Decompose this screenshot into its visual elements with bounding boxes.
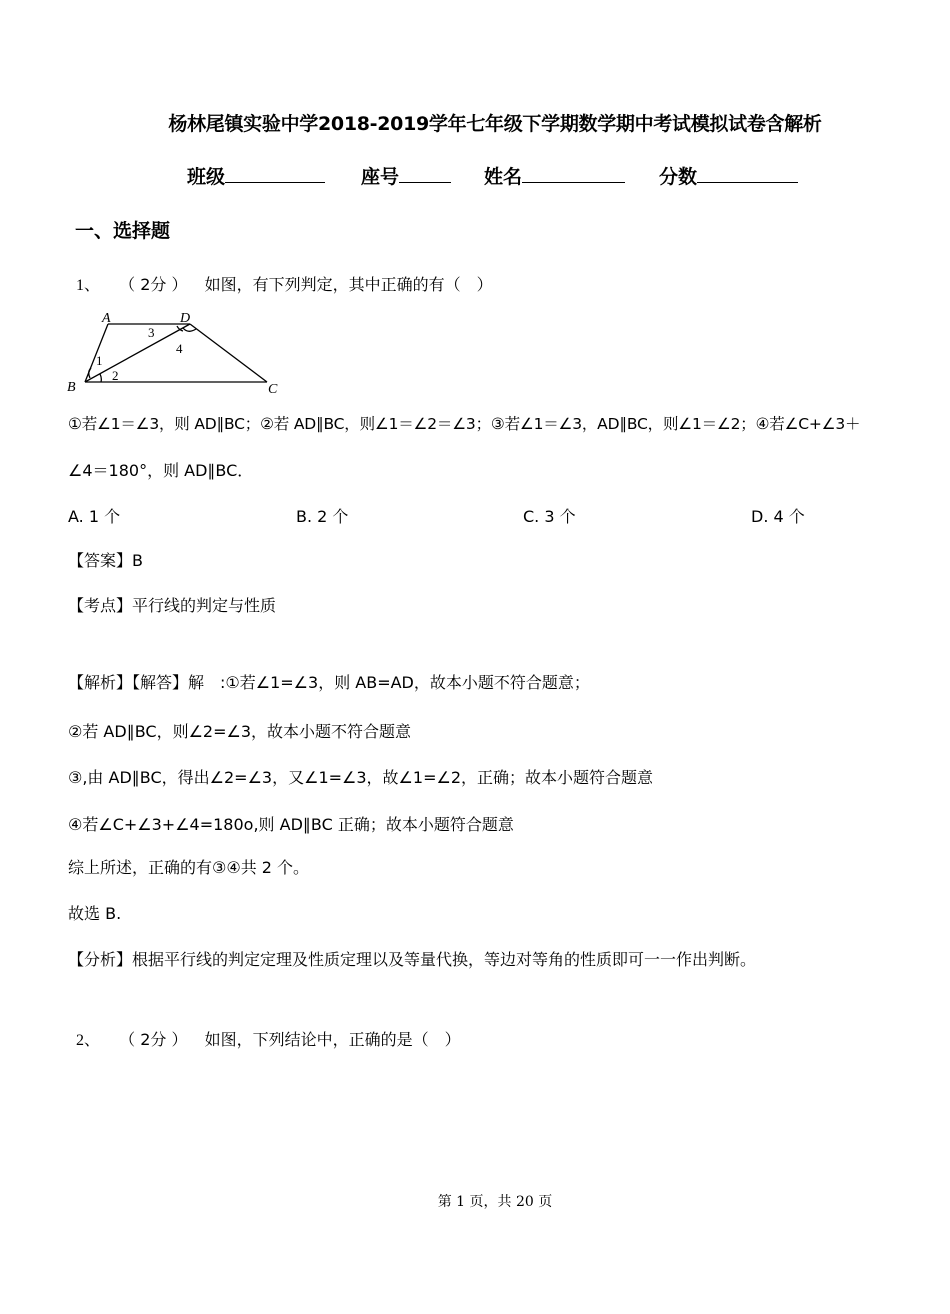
score-blank [697, 164, 798, 183]
analysis-line: 【解析】【解答】解 :①若∠1=∠3，则 AB=AD，故本小题不符合题意； [68, 673, 590, 692]
score-label: 分数 [659, 166, 698, 188]
label-angle-2: 2 [112, 368, 119, 383]
label-angle-4: 4 [176, 341, 183, 356]
label-angle-1: 1 [96, 353, 103, 368]
label-a: A [102, 311, 111, 326]
kaodian: 【考点】平行线的判定与性质 [68, 596, 277, 615]
question-score: （ 2分 ） [119, 275, 188, 294]
analysis-line: ③,由 AD∥BC，得出∠2=∠3，又∠1=∠3，故∠1=∠2，正确；故本小题符合题意 [68, 768, 654, 787]
name-blank [522, 164, 625, 183]
name-label: 姓名 [484, 166, 523, 188]
question-1-header [76, 272, 493, 295]
class-blank [225, 164, 325, 183]
edge-dc [190, 324, 267, 382]
angle-2-arc [100, 374, 101, 382]
question-number: 2、 [76, 1032, 101, 1049]
seat-blank [399, 164, 451, 183]
question-stem: 如图，有下列判定，其中正确的有（ ） [204, 275, 493, 294]
class-label: 班级 [187, 166, 226, 188]
question-stem: 如图，下列结论中，正确的是（ ） [204, 1030, 461, 1049]
angle-1-arc [89, 368, 91, 378]
analysis-line: 故选 B. [68, 904, 122, 923]
seat-label: 座号 [361, 166, 400, 188]
statements-line-1: ①若∠1＝∠3，则 AD∥BC；②若 AD∥BC，则∠1＝∠2＝∠3；③若∠1＝∠3，AD∥BC，则∠1＝∠2；④若∠C+∠3＋ [68, 415, 861, 433]
page-footer: 第 1 页，共 20 页 [437, 1194, 553, 1210]
option-d: D. 4 个 [751, 507, 805, 526]
option-a: A. 1 个 [68, 507, 121, 526]
score-field [659, 162, 798, 189]
analysis-line: 综上所述，正确的有③④共 2 个。 [68, 858, 310, 877]
question-2-header [76, 1027, 461, 1050]
class-field [187, 162, 325, 189]
option-c: C. 3 个 [523, 507, 576, 526]
question-score: （ 2分 ） [119, 1030, 188, 1049]
question-number: 1、 [76, 277, 101, 294]
analysis-line: ②若 AD∥BC，则∠2=∠3，故本小题不符合题意 [68, 722, 412, 741]
label-b: B [67, 380, 76, 395]
name-field [484, 162, 625, 189]
statements-line-2: ∠4＝180°，则 AD∥BC． [68, 461, 254, 480]
document-title: 杨林尾镇实验中学2018-2019学年七年级下学期数学期中考试模拟试卷含解析 [168, 113, 822, 135]
section-title: 一、选择题 [75, 220, 171, 242]
label-d: D [180, 311, 191, 326]
fenxi: 【分析】根据平行线的判定定理及性质定理以及等量代换，等边对等角的性质即可一一作出判断。 [68, 950, 757, 969]
option-b: B. 2 个 [296, 507, 349, 526]
analysis-line: ④若∠C+∠3+∠4=180o,则 AD∥BC 正确；故本小题符合题意 [68, 815, 514, 834]
angle-4-arc [183, 328, 196, 331]
seat-field [361, 162, 451, 189]
label-c: C [268, 382, 278, 397]
trapezoid-figure [62, 306, 292, 398]
answer: 【答案】B [68, 551, 143, 570]
label-angle-3: 3 [148, 325, 155, 340]
